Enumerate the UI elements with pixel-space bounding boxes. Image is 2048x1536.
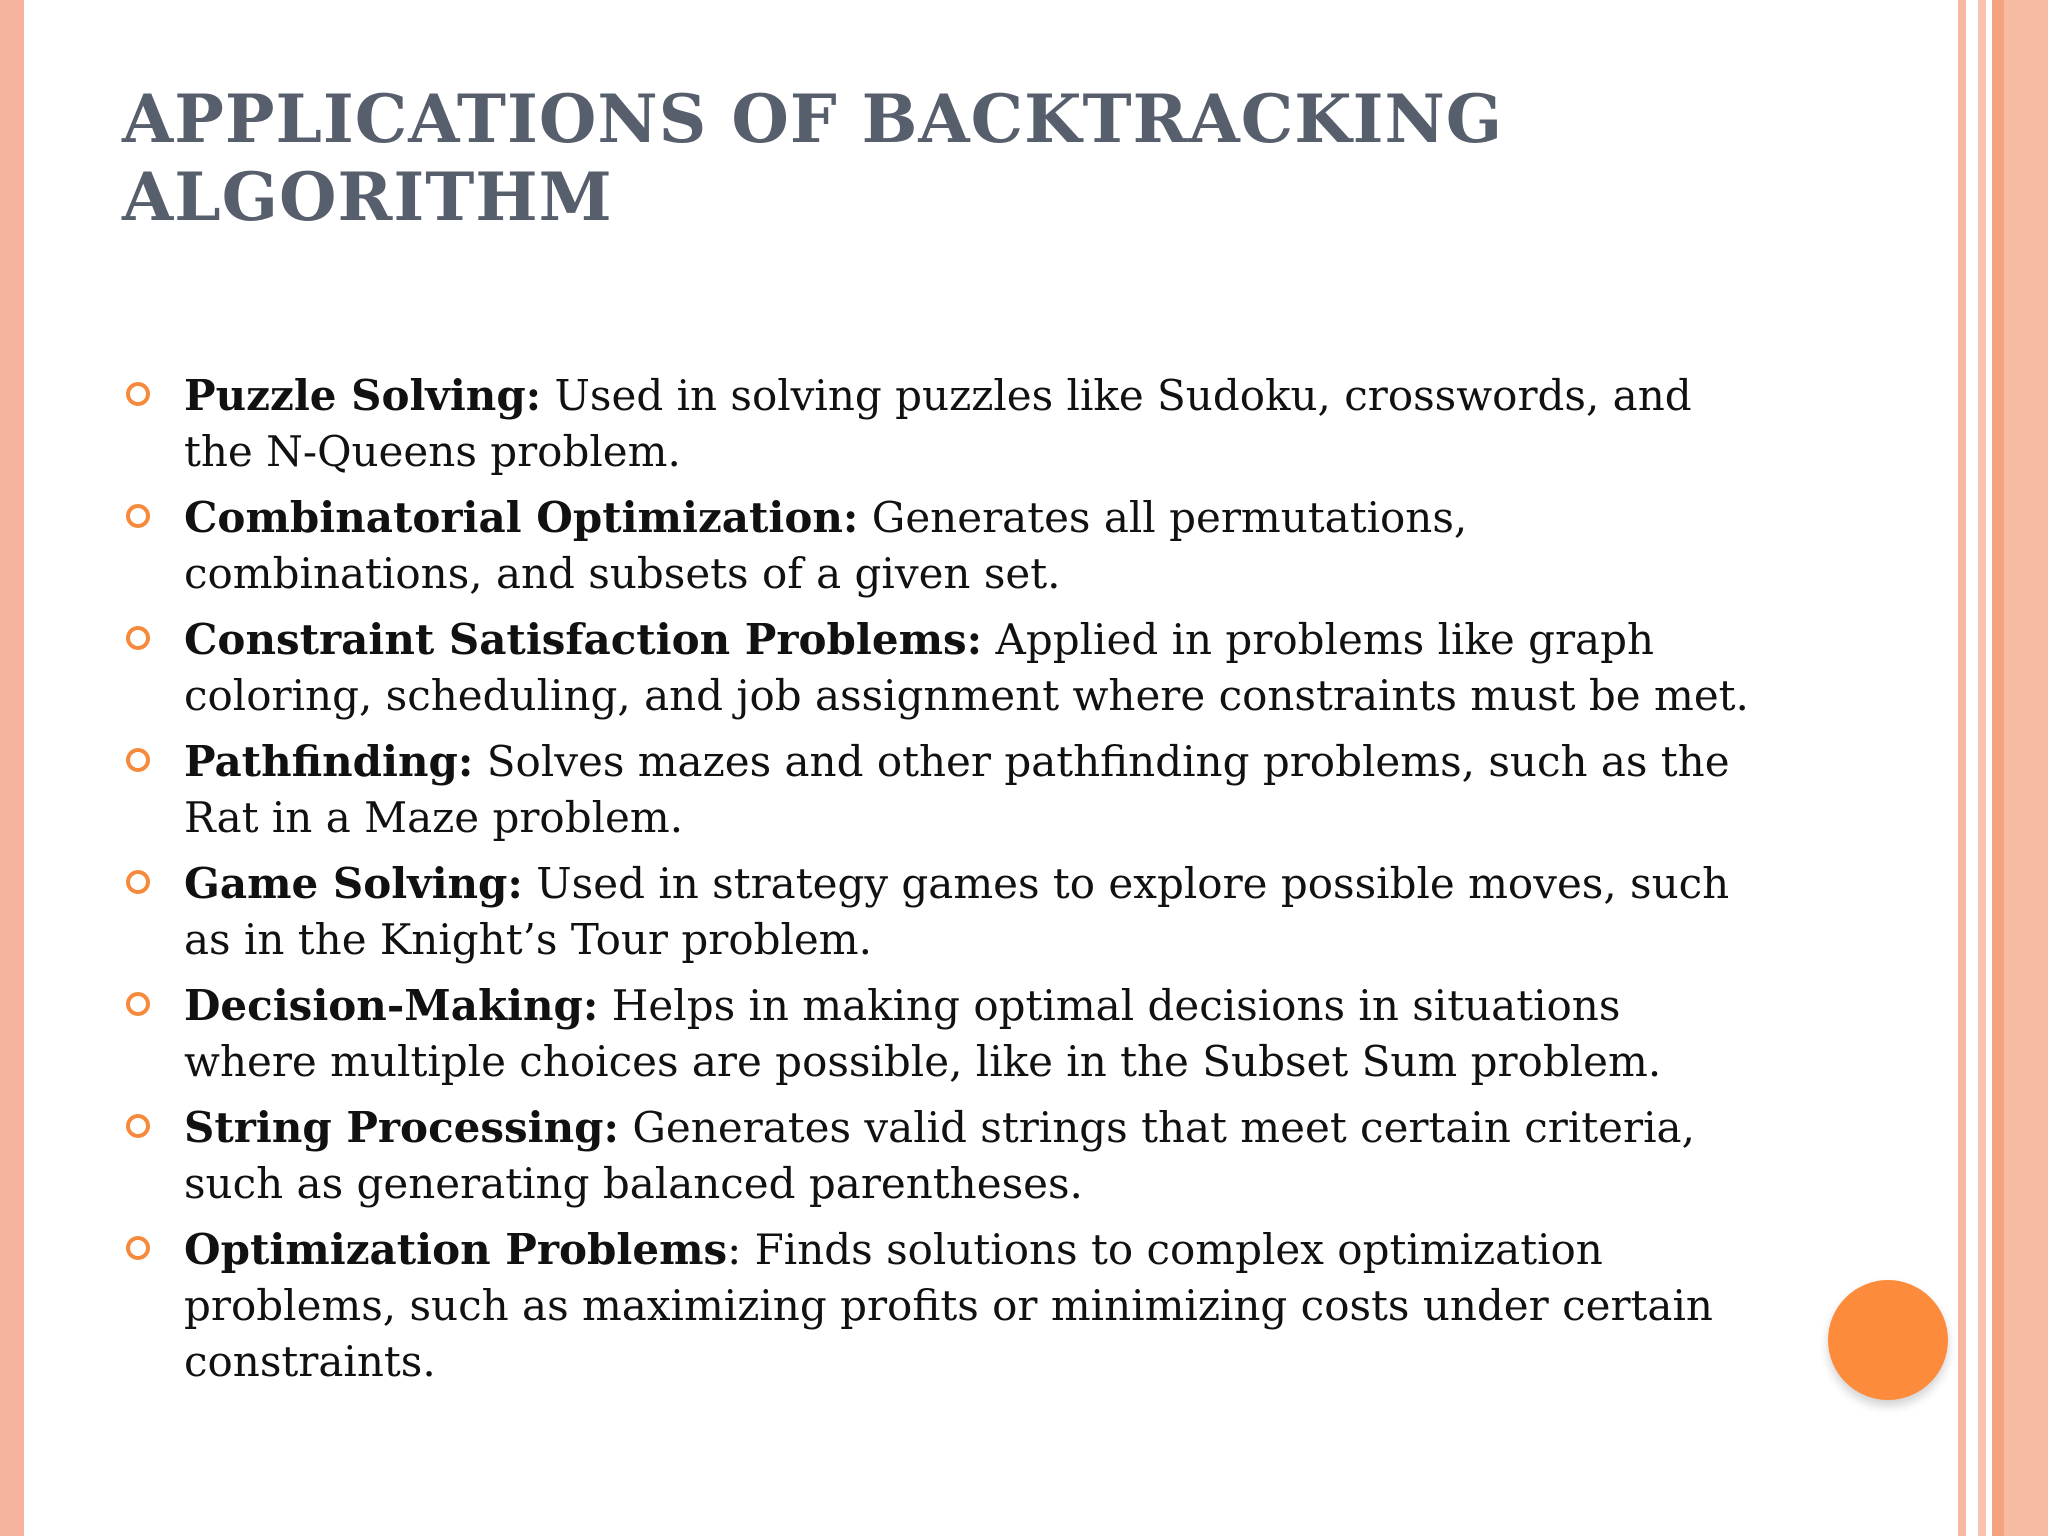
bullet-term: Optimization Problems (184, 1225, 728, 1274)
bullet-term: Constraint Satisfaction Problems: (184, 615, 983, 664)
bullet-term: String Processing: (184, 1103, 620, 1152)
bullet-text: Applied in problems like graph coloring, scheduling, and job assignment where constraints must be met. (184, 615, 1749, 720)
bullet-term: Pathfinding: (184, 737, 474, 786)
bullet-text: Used in solving puzzles like Sudoku, crosswords, and the N-Queens problem. (184, 371, 1692, 476)
circle-bullet-icon (126, 626, 150, 650)
bullet-text: Generates valid strings that meet certain criteria, such as generating balanced parentheses. (184, 1103, 1695, 1208)
list-item (124, 1222, 1764, 1390)
list-item (124, 368, 1764, 480)
circle-bullet-icon (126, 748, 150, 772)
list-item (124, 612, 1764, 724)
right-stripe-1 (1958, 0, 1966, 1536)
right-stripe-gap-1 (1966, 0, 1978, 1536)
circle-bullet-icon (126, 1236, 150, 1260)
right-stripe-4 (2004, 0, 2048, 1536)
bullet-text: Helps in making optimal decisions in situations where multiple choices are possible, like in the Subset Sum problem. (184, 981, 1662, 1086)
list-item (124, 1100, 1764, 1212)
circle-bullet-icon (126, 382, 150, 406)
decorative-circle-icon (1828, 1280, 1948, 1400)
right-decorative-stripes (1958, 0, 2048, 1536)
right-stripe-3 (1992, 0, 2004, 1536)
bullet-term: Decision-Making: (184, 981, 599, 1030)
list-item (124, 490, 1764, 602)
bullet-term: Game Solving: (184, 859, 523, 908)
bullet-text: Used in strategy games to explore possible moves, such as in the Knight’s Tour problem. (184, 859, 1730, 964)
right-stripe-2 (1978, 0, 1986, 1536)
bullet-text: Solves mazes and other pathfinding problems, such as the Rat in a Maze problem. (184, 737, 1730, 842)
slide-title: APPLICATIONS OF BACKTRACKING ALGORITHM (122, 80, 1504, 236)
circle-bullet-icon (126, 504, 150, 528)
bullet-text: Generates all permutations, combinations, and subsets of a given set. (184, 493, 1468, 598)
bullet-term: Combinatorial Optimization: (184, 493, 859, 542)
list-item (124, 978, 1764, 1090)
bullet-term: Puzzle Solving: (184, 371, 542, 420)
bullet-text: : Finds solutions to complex optimization problems, such as maximizing profits or minimizing costs under certain constraints. (184, 1225, 1713, 1386)
circle-bullet-icon (126, 992, 150, 1016)
list-item (124, 856, 1764, 968)
left-decorative-stripe (0, 0, 24, 1536)
circle-bullet-icon (126, 1114, 150, 1138)
bullet-list (124, 368, 1764, 1400)
list-item (124, 734, 1764, 846)
circle-bullet-icon (126, 870, 150, 894)
